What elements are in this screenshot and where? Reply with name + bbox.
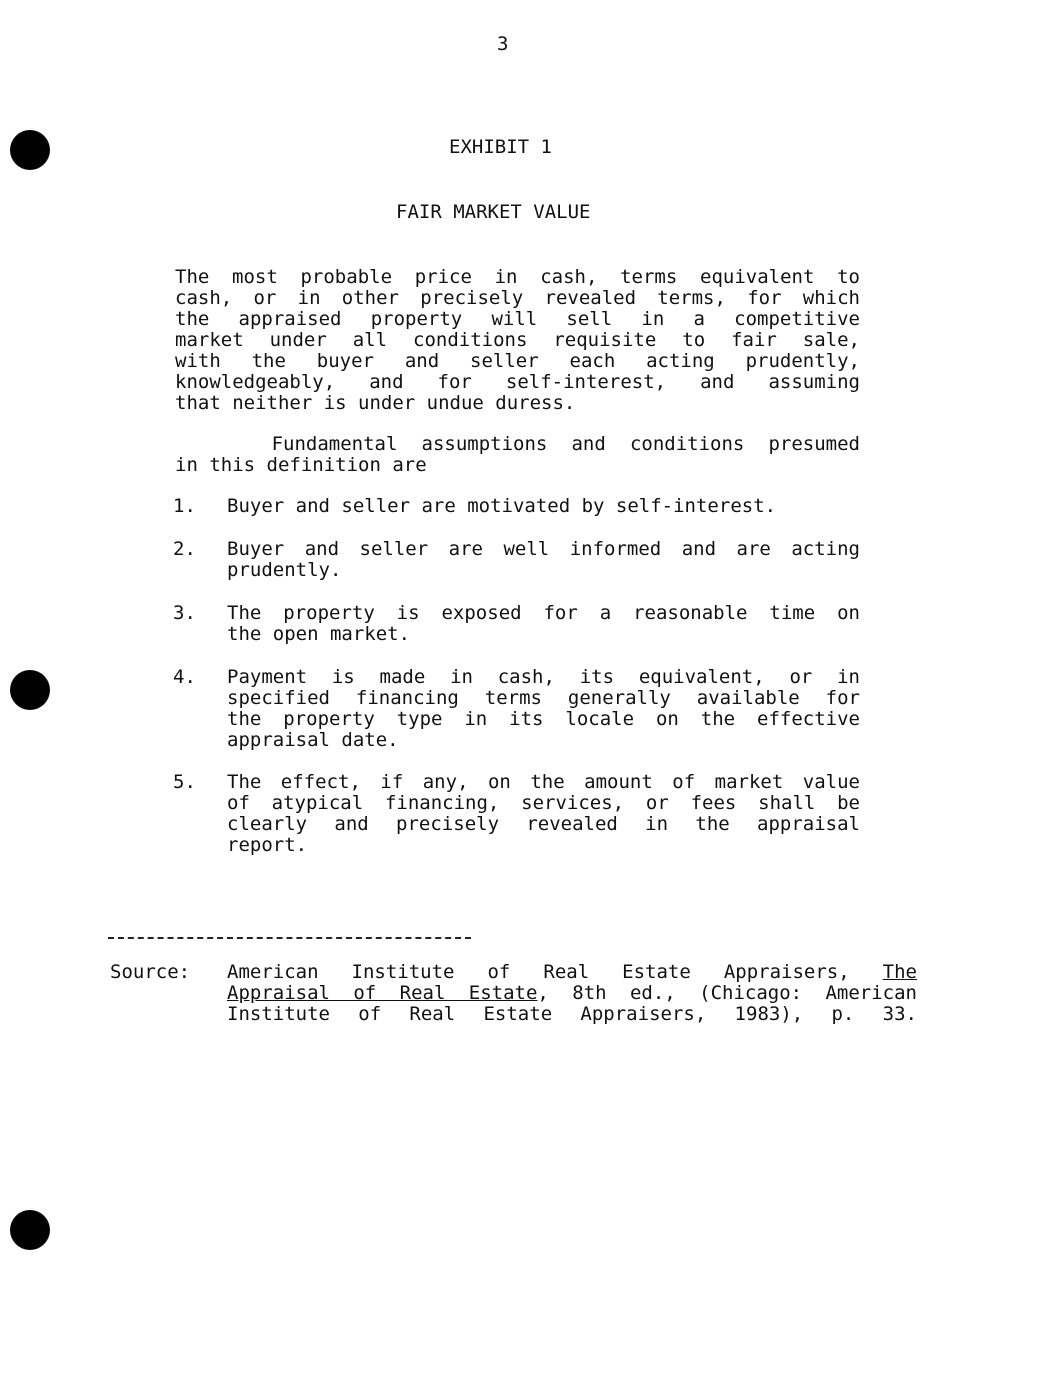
list-line: Payment is made in cash, its equivalent, or in <box>227 666 860 688</box>
assumptions-intro <box>175 434 860 476</box>
list-line: prudently. <box>227 559 342 581</box>
list-number: 2. <box>173 538 196 560</box>
source-line <box>227 983 917 1004</box>
list-line: of atypical financing, services, or fees shall be <box>227 792 860 814</box>
list-line: the property type in its locale on the effective <box>227 708 860 730</box>
definition-line: the appraised property will sell in a competitive <box>175 308 860 330</box>
definition-line: market under all conditions requisite to fair sale, <box>175 329 860 351</box>
list-line: The property is exposed for a reasonable time on <box>227 602 860 624</box>
definition-line: knowledgeably, and for self-interest, and assuming <box>175 371 860 393</box>
assumptions-intro-line: Fundamental assumptions and conditions presumed <box>175 433 860 455</box>
list-line: report. <box>227 834 308 856</box>
list-body <box>227 496 860 517</box>
punch-hole <box>10 1210 50 1250</box>
list-body <box>227 539 860 581</box>
source-line: Institute of Real Estate Appraisers, 1983), p. 33. <box>227 1003 917 1025</box>
definition-line: that neither is under undue duress. <box>175 392 576 414</box>
page-number: 3 <box>497 33 509 55</box>
definition-line: The most probable price in cash, terms equivalent to <box>175 266 860 288</box>
list-number: 4. <box>173 666 196 688</box>
source-citation <box>227 962 917 1025</box>
footnote-divider <box>108 937 471 939</box>
source-title-part: The <box>882 961 917 983</box>
list-number: 1. <box>173 495 196 517</box>
list-body <box>227 772 860 856</box>
assumptions-intro-line: in this definition are <box>175 454 427 476</box>
list-line: Buyer and seller are motivated by self-interest. <box>227 495 777 517</box>
source-author: American Institute of Real Estate Appraisers, <box>227 961 883 983</box>
source-edition: , 8th ed., (Chicago: American <box>537 982 917 1004</box>
punch-hole <box>10 130 50 170</box>
list-number: 3. <box>173 602 196 624</box>
list-number: 5. <box>173 771 196 793</box>
source-title-part: Appraisal of Real Estate <box>227 982 538 1004</box>
list-line: specified financing terms generally available for <box>227 687 860 709</box>
definition-line: with the buyer and seller each acting prudently, <box>175 350 860 372</box>
list-body <box>227 603 860 645</box>
list-body <box>227 667 860 751</box>
list-line: appraisal date. <box>227 729 399 751</box>
source-line <box>227 962 917 983</box>
source-label: Source: <box>110 961 191 983</box>
list-line: clearly and precisely revealed in the appraisal <box>227 813 860 835</box>
exhibit-title: EXHIBIT 1 <box>449 136 552 158</box>
definition-line: cash, or in other precisely revealed terms, for which <box>175 287 860 309</box>
definition-paragraph <box>175 267 860 414</box>
list-line: the open market. <box>227 623 411 645</box>
punch-hole <box>10 670 50 710</box>
section-title: FAIR MARKET VALUE <box>396 201 591 223</box>
list-line: The effect, if any, on the amount of market value <box>227 771 860 793</box>
list-line: Buyer and seller are well informed and are acting <box>227 538 860 560</box>
